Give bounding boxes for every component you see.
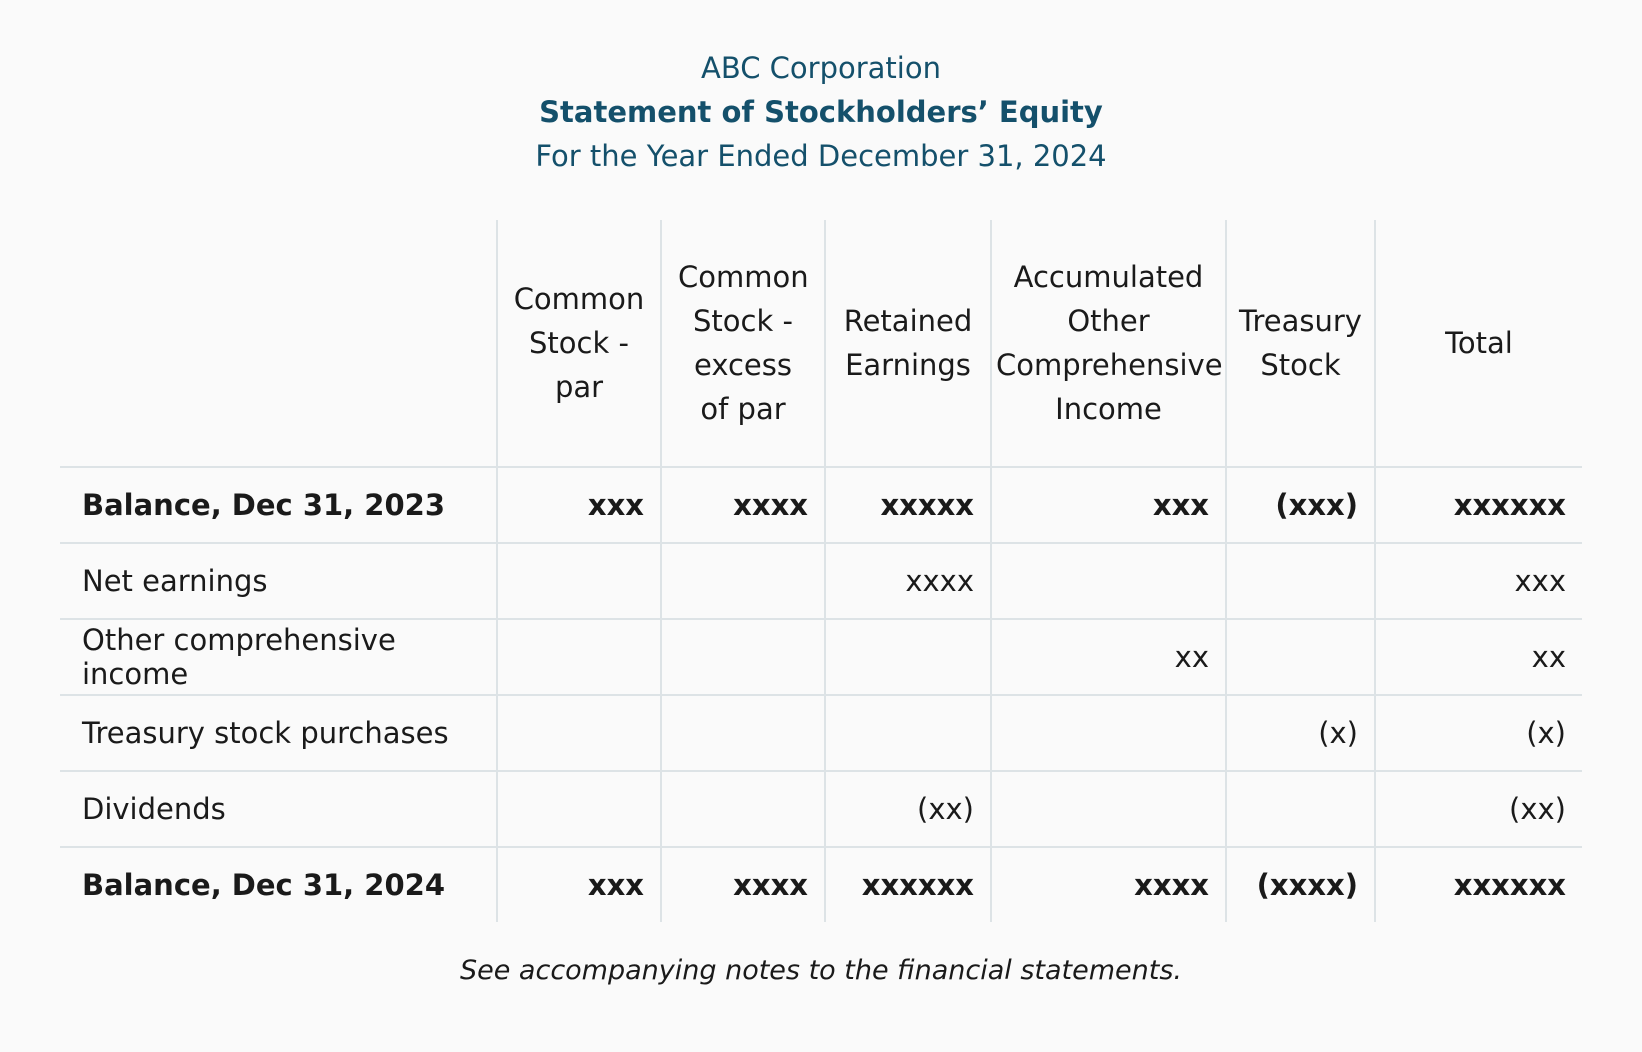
cell-common-stock-excess xyxy=(661,771,825,847)
cell-treasury-stock: (xxx) xyxy=(1226,467,1375,543)
cell-retained-earnings xyxy=(825,695,991,771)
cell-aoci xyxy=(991,771,1226,847)
cell-treasury-stock xyxy=(1226,619,1375,695)
cell-common-stock-par: xxx xyxy=(497,847,661,922)
cell-aoci: xx xyxy=(991,619,1226,695)
cell-total: (xx) xyxy=(1375,771,1582,847)
statement-heading xyxy=(0,46,1642,178)
row-label: Dividends xyxy=(60,771,497,847)
statement-title: Statement of Stockholders’ Equity xyxy=(539,95,1103,129)
cell-common-stock-excess xyxy=(661,619,825,695)
cell-common-stock-par xyxy=(497,695,661,771)
cell-retained-earnings: (xx) xyxy=(825,771,991,847)
equity-table xyxy=(60,220,1582,922)
cell-common-stock-excess xyxy=(661,543,825,619)
cell-common-stock-excess: xxxx xyxy=(661,467,825,543)
table-row-net-earnings xyxy=(60,543,1582,619)
cell-treasury-stock xyxy=(1226,771,1375,847)
cell-common-stock-par xyxy=(497,619,661,695)
cell-retained-earnings: xxxx xyxy=(825,543,991,619)
table-row-treasury-stock-purchases xyxy=(60,695,1582,771)
cell-total: xxxxxx xyxy=(1375,467,1582,543)
statement-period: For the Year Ended December 31, 2024 xyxy=(535,139,1107,173)
cell-retained-earnings xyxy=(825,619,991,695)
table-row-opening-balance xyxy=(60,467,1582,543)
cell-common-stock-excess xyxy=(661,695,825,771)
row-label: Treasury stock purchases xyxy=(60,695,497,771)
cell-treasury-stock: (x) xyxy=(1226,695,1375,771)
column-header-aoci: Accumulated Other Comprehensive Income xyxy=(991,220,1226,467)
row-label: Net earnings xyxy=(60,543,497,619)
column-header-retained-earnings: Retained Earnings xyxy=(825,220,991,467)
row-label: Other comprehensive income xyxy=(60,619,497,695)
cell-common-stock-par: xxx xyxy=(497,467,661,543)
cell-total: xxxxxx xyxy=(1375,847,1582,922)
cell-common-stock-excess: xxxx xyxy=(661,847,825,922)
cell-aoci: xxx xyxy=(991,467,1226,543)
row-label: Balance, Dec 31, 2023 xyxy=(60,467,497,543)
cell-total: xx xyxy=(1375,619,1582,695)
footnote: See accompanying notes to the financial statements. xyxy=(459,955,1182,986)
cell-common-stock-par xyxy=(497,543,661,619)
column-header-treasury-stock: Treasury Stock xyxy=(1226,220,1375,467)
cell-retained-earnings: xxxxxx xyxy=(825,847,991,922)
company-name: ABC Corporation xyxy=(700,51,941,85)
cell-aoci xyxy=(991,695,1226,771)
cell-total: (x) xyxy=(1375,695,1582,771)
column-header-total: Total xyxy=(1375,220,1582,467)
cell-total: xxx xyxy=(1375,543,1582,619)
cell-treasury-stock: (xxxx) xyxy=(1226,847,1375,922)
table-row-other-comprehensive-income xyxy=(60,619,1582,695)
header-row xyxy=(60,220,1582,467)
column-header-common-stock-par: Common Stock - par xyxy=(497,220,661,467)
cell-retained-earnings: xxxxx xyxy=(825,467,991,543)
cell-treasury-stock xyxy=(1226,543,1375,619)
column-header-common-stock-excess: Common Stock - excess of par xyxy=(661,220,825,467)
cell-common-stock-par xyxy=(497,771,661,847)
cell-aoci xyxy=(991,543,1226,619)
table-row-dividends xyxy=(60,771,1582,847)
table-row-closing-balance xyxy=(60,847,1582,922)
row-label: Balance, Dec 31, 2024 xyxy=(82,868,446,902)
column-header-label xyxy=(60,220,497,467)
cell-aoci: xxxx xyxy=(991,847,1226,922)
